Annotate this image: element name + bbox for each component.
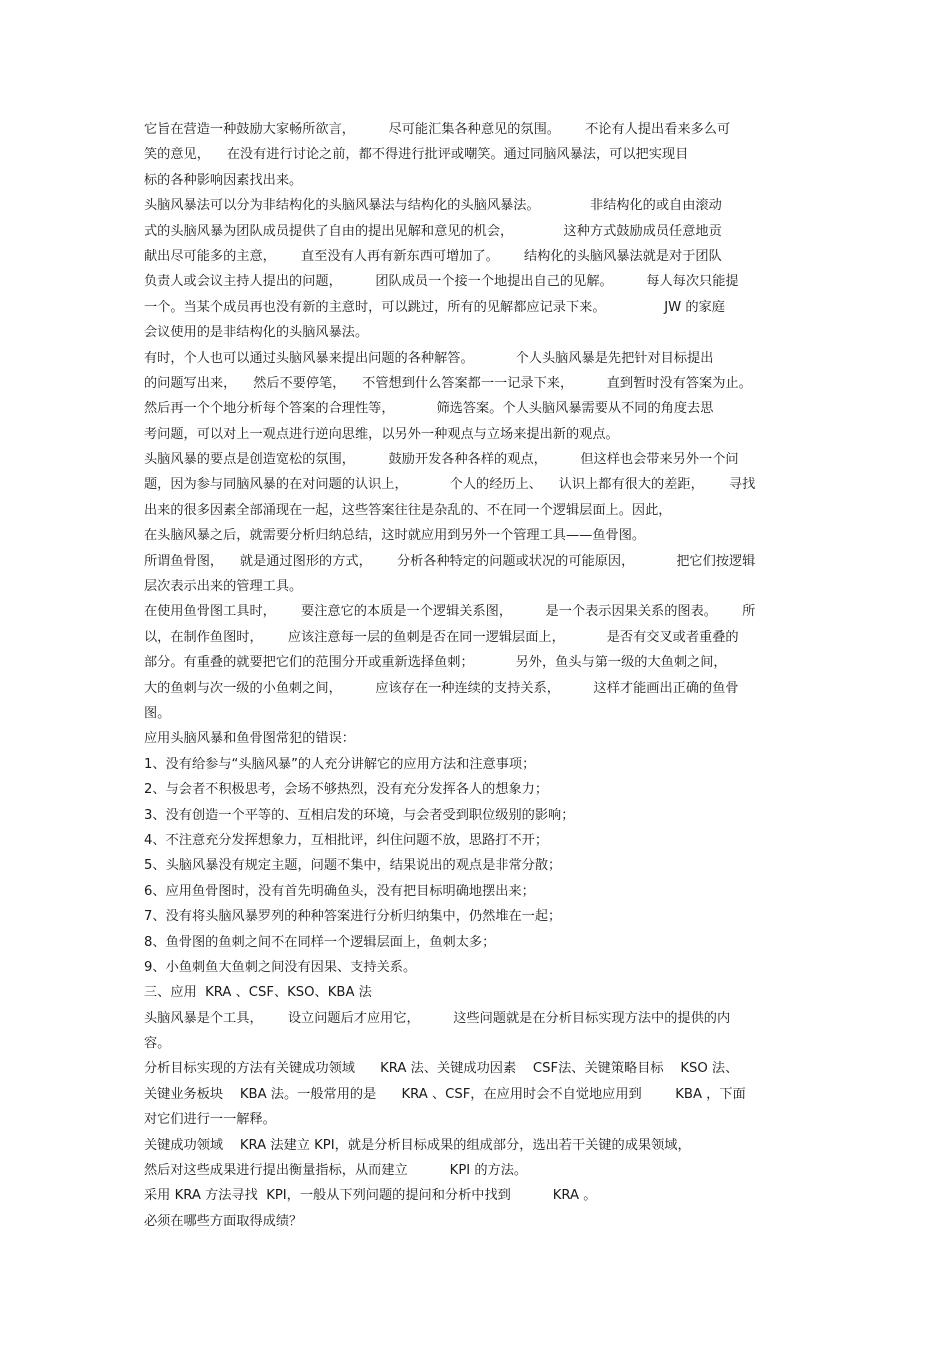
text-line: 笑的意见， 在没有进行讨论之前，都不得进行批评或嘲笑。通过同脑风暴法，可以把实现目: [144, 147, 689, 163]
text-line: 采用 KRA 方法寻找 KPI，一般从下列问题的提问和分析中找到 KRA 。: [144, 1188, 597, 1204]
text-line: 一个。当某个成员再也没有新的主意时，可以跳过，所有的见解都应记录下来。 JW 的家庭: [144, 299, 725, 315]
text-line: 然后再一个个地分析每个答案的合理性等， 筛选答案。个人头脑风暴需要从不同的角度去思: [144, 401, 714, 417]
text-line: 容。: [144, 1036, 171, 1052]
text-line: 负责人或会议主持人提出的问题， 团队成员一个接一个地提出自己的见解。 每人每次只能提: [144, 274, 739, 290]
text-line: 必须在哪些方面取得成绩？: [144, 1213, 303, 1229]
text-line: 部分。有重叠的就要把它们的范围分开或重新选择鱼刺； 另外，鱼头与第一级的大鱼刺之间，: [144, 655, 727, 671]
text-line: 考问题，可以对上一观点进行逆向思维，以另外一种观点与立场来提出新的观点。: [144, 426, 619, 442]
text-line: 5、头脑风暴没有规定主题，问题不集中，结果说出的观点是非常分散；: [144, 858, 562, 874]
text-line: 应用头脑风暴和鱼骨图常犯的错误：: [144, 731, 355, 747]
text-line: 2、与会者不积极思考，会场不够热烈，没有充分发挥各人的想象力；: [144, 782, 549, 798]
text-line: 献出尽可能多的主意， 直至没有人再有新东西可增加了。 结构化的头脑风暴法就是对于团队: [144, 248, 722, 264]
text-line: 1、没有给参与“头脑风暴”的人充分讲解它的应用方法和注意事项；: [144, 756, 536, 772]
text-line: 层次表示出来的管理工具。: [144, 579, 303, 595]
text-line: 6、应用鱼骨图时，没有首先明确鱼头，没有把目标明确地摆出来；: [144, 883, 535, 899]
text-line: 头脑风暴的要点是创造宽松的氛围， 鼓励开发各种各样的观点， 但这样也会带来另外一个问: [144, 452, 739, 468]
text-line: 8、鱼骨图的鱼刺之间不在同样一个逻辑层面上，鱼刺太多；: [144, 934, 496, 950]
text-line: 头脑风暴法可以分为非结构化的头脑风暴法与结构化的头脑风暴法。 非结构化的或自由滚动: [144, 198, 722, 214]
text-line: 关键成功领域 KRA 法建立 KPI，就是分析目标成果的组成部分，选出若干关键的成果领域，: [144, 1137, 691, 1153]
text-line: 式的头脑风暴为团队成员提供了自由的提出见解和意见的机会， 这种方式鼓励成员任意地贡: [144, 223, 722, 239]
text-line: 大的鱼刺与次一级的小鱼刺之间， 应该存在一种连续的支持关系， 这样才能画出正确的鱼骨: [144, 680, 739, 696]
text-line: 分析目标实现的方法有关键成功领域 KRA 法、关键成功因素 CSF法、关键策略目标 KSO 法、: [144, 1061, 739, 1077]
text-line: 标的各种影响因素找出来。: [144, 172, 303, 188]
text-line: 有时，个人也可以通过头脑风暴来提出问题的各种解答。 个人头脑风暴是先把针对目标提出: [144, 350, 714, 366]
text-line: 3、没有创造一个平等的、互相启发的环境，与会者受到职位级别的影响；: [144, 807, 575, 823]
text-line: 会议使用的是非结构化的头脑风暴法。: [144, 325, 369, 341]
text-line: 9、小鱼刺鱼大鱼刺之间没有因果、支持关系。: [144, 959, 417, 975]
text-line: 图。: [144, 705, 171, 721]
text-line: 在使用鱼骨图工具时， 要注意它的本质是一个逻辑关系图， 是一个表示因果关系的图表。 所: [144, 604, 756, 620]
text-line: 头脑风暴是个工具， 设立问题后才应用它， 这些问题就是在分析目标实现方法中的提供的内: [144, 1010, 731, 1026]
text-line: 对它们进行一一解释。: [144, 1112, 276, 1128]
text-line: 题，因为参与同脑风暴的在对问题的认识上， 个人的经历上、 认识上都有很大的差距， 寻找: [144, 477, 756, 493]
text-line: 以，在制作鱼图时， 应该注意每一层的鱼刺是否在同一逻辑层面上， 是否有交叉或者重叠的: [144, 629, 739, 645]
text-line: 然后对这些成果进行提出衡量指标，从而建立 KPI 的方法。: [144, 1163, 528, 1179]
text-line: 三、应用 KRA 、CSF、KSO、KBA 法: [144, 985, 372, 1001]
text-line: 在头脑风暴之后，就需要分析归纳总结，这时就应用到另外一个管理工具——鱼骨图。: [144, 528, 646, 544]
text-line: 关键业务板块 KBA 法。一般常用的是 KRA 、CSF，在应用时会不自觉地应用到 KBA ，下面: [144, 1086, 746, 1102]
text-line: 它旨在营造一种鼓励大家畅所欲言， 尽可能汇集各种意见的氛围。 不论有人提出看来多么可: [144, 122, 731, 137]
text-line: 7、没有将头脑风暴罗列的种种答案进行分析归纳集中，仍然堆在一起；: [144, 909, 562, 925]
text-line: 的问题写出来， 然后不要停笔， 不管想到什么答案都一一记录下来， 直到暂时没有答案为止。: [144, 375, 752, 391]
document-body: [144, 117, 809, 1234]
text-line: 4、不注意充分发挥想象力，互相批评，纠住问题不放，思路打不开；: [144, 832, 549, 848]
text-line: 所谓鱼骨图， 就是通过图形的方式， 分析各种特定的问题或状况的可能原因， 把它们按逻辑: [144, 553, 756, 569]
text-line: 出来的很多因素全部涌现在一起，这些答案往往是杂乱的、不在同一个逻辑层面上。因此，: [144, 502, 672, 518]
